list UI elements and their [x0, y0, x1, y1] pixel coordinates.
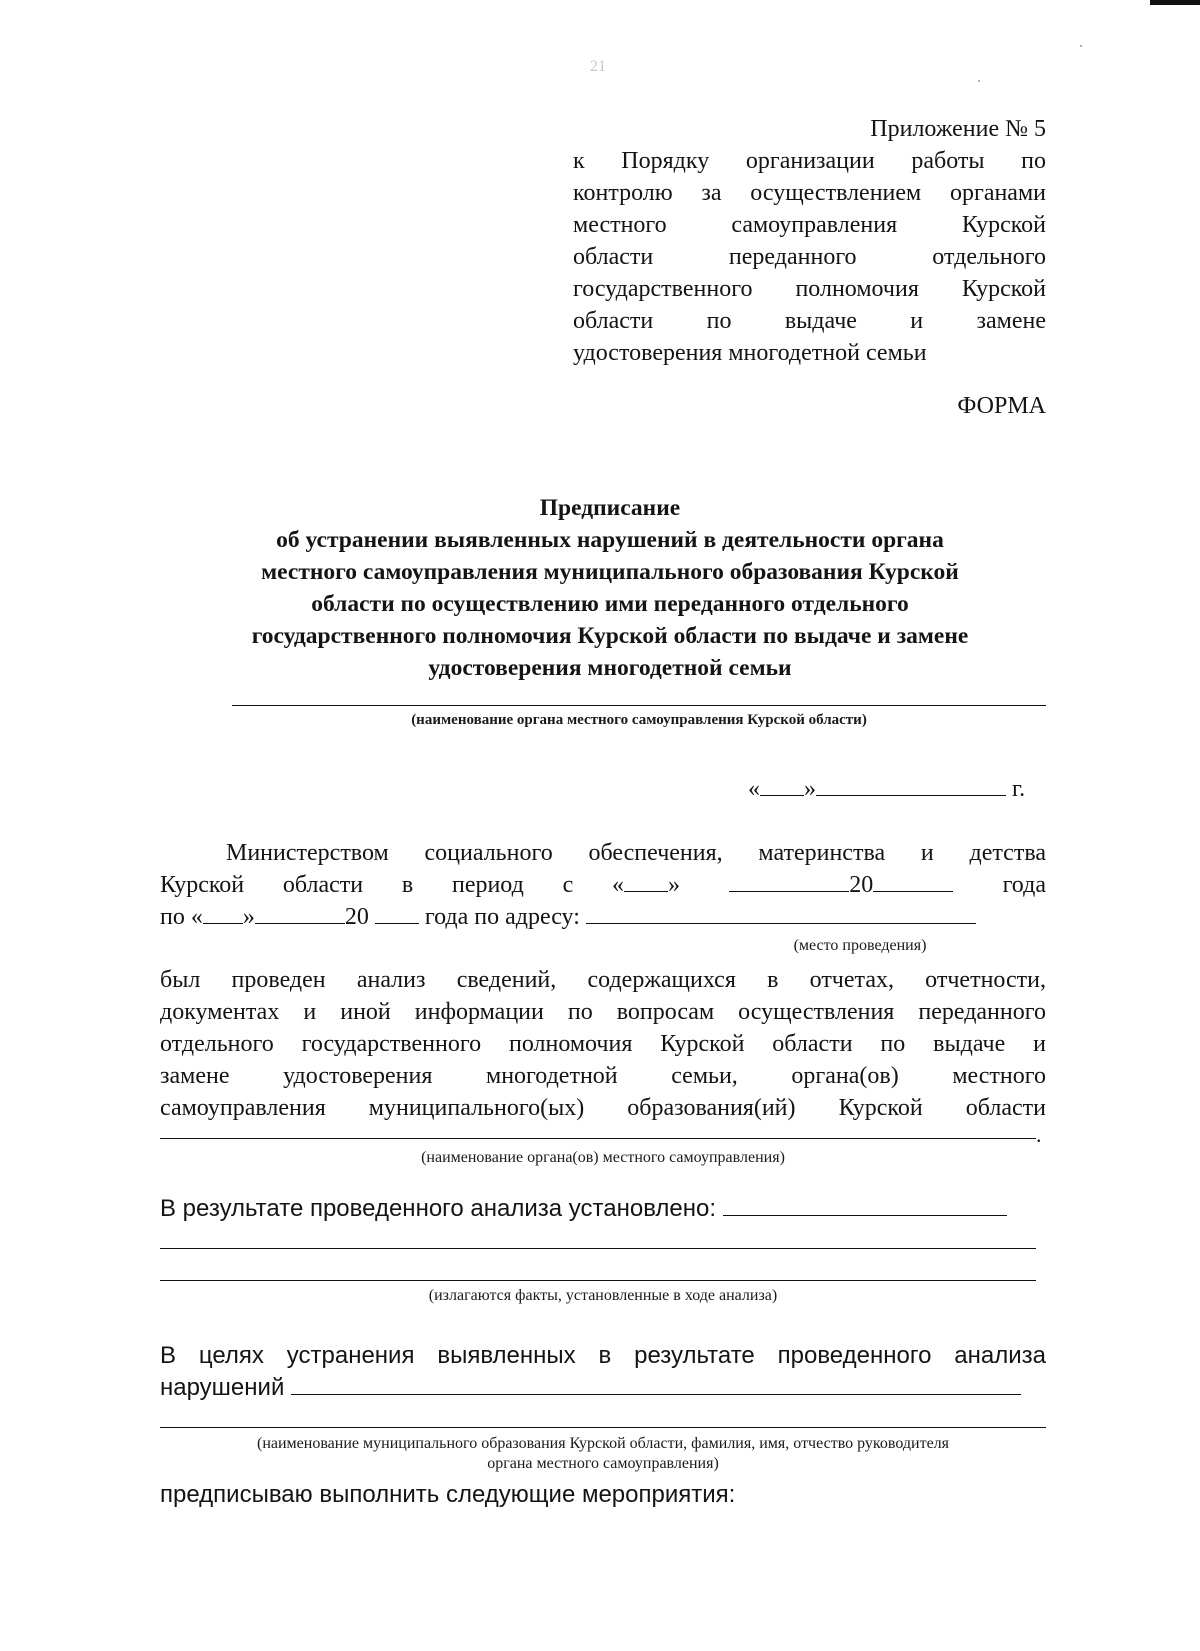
appendix-line: местного самоуправления Курской — [573, 212, 1046, 238]
title-line: удостоверения многодетной семьи — [428, 655, 792, 681]
elimination-line-1: В целях устранения выявленных в результате проведенного анализа — [160, 1342, 1046, 1369]
period-start-day-field[interactable] — [624, 869, 668, 892]
title-heading: Предписание — [539, 495, 681, 521]
period-end-day-field[interactable] — [203, 901, 243, 924]
period-start-month-field[interactable] — [729, 869, 849, 892]
intro-word: с — [562, 872, 574, 898]
analysis-line: самоуправления муниципального(ых) образования(ий) Курской области — [160, 1095, 1046, 1121]
intro-line-3 — [160, 901, 1046, 933]
appendix-line: контролю за осуществлением органами — [573, 180, 1046, 206]
intro-to-prefix: по « — [160, 904, 203, 930]
intro-period-label — [160, 869, 680, 901]
intro-year-prefix: 20 — [849, 872, 874, 898]
elimination-label: нарушений — [160, 1374, 285, 1401]
scan-edge-mark — [1150, 0, 1200, 5]
period-end-year-field[interactable] — [375, 901, 419, 924]
intro-word: в — [401, 872, 414, 898]
result-label: В результате проведенного анализа установлено: — [160, 1195, 717, 1222]
intro-word: « » — [612, 869, 680, 901]
analysis-paragraph — [160, 964, 1046, 1124]
date-open-quote: « — [748, 776, 760, 802]
appendix-line: государственного полномочия Курской — [573, 276, 1046, 302]
date-close-quote: » — [804, 776, 816, 802]
result-field-line-3[interactable] — [160, 1280, 1036, 1281]
intro-address-label: года по адресу: — [424, 904, 580, 930]
analysis-line: был проведен анализ сведений, содержащихся в отчетах, отчетности, — [160, 967, 1046, 993]
intro-year-group — [729, 869, 953, 901]
result-field[interactable] — [723, 1193, 1007, 1216]
caption-municipality — [160, 1434, 1046, 1474]
date-row — [748, 773, 1048, 803]
appendix-line: области по выдаче и замене — [573, 308, 1046, 334]
title-line: местного самоуправления муниципального образования Курской — [261, 559, 959, 585]
intro-to-year: 20 — [344, 904, 369, 930]
caption-place: (место проведения) — [793, 937, 927, 954]
scan-dot — [978, 80, 980, 82]
prescribe-label: предписываю выполнить следующие мероприятия: — [160, 1481, 736, 1508]
date-month-year-field[interactable] — [816, 773, 1006, 796]
analysis-line: документах и иной информации по вопросам осуществления переданного — [160, 999, 1046, 1025]
appendix-number: Приложение № 5 — [870, 116, 1046, 142]
caption-bodies: (наименование органа(ов) местного самоуправления) — [421, 1149, 785, 1166]
form-label: ФОРМА — [957, 393, 1046, 419]
period-start-year-field[interactable] — [873, 869, 953, 892]
intro-line-1: Министерством социального обеспечения, материнства и детства — [226, 840, 1046, 866]
appendix-line: области переданного отдельного — [573, 244, 1046, 270]
page-number: 21 — [590, 58, 606, 75]
analysis-line: отдельного государственного полномочия Курской области по выдаче и — [160, 1031, 1046, 1057]
title-line: об устранении выявленных нарушений в деятельности органа — [276, 527, 944, 553]
title-line: области по осуществлению ими переданного отдельного — [311, 591, 909, 617]
scan-dot — [1080, 45, 1082, 47]
analysis-end-dot: . — [1036, 1122, 1042, 1147]
intro-word: области — [282, 872, 364, 898]
elimination-line-2 — [160, 1372, 1046, 1404]
date-suffix: г. — [1012, 776, 1026, 802]
appendix-text — [573, 145, 1046, 369]
caption-body-name: (наименование органа местного самоуправления Курской области) — [411, 712, 867, 728]
title-line: государственного полномочия Курской области по выдаче и замене — [251, 623, 969, 649]
appendix-line: к Порядку организации работы по — [573, 148, 1046, 174]
result-row — [160, 1193, 1046, 1225]
caption-facts: (излагаются факты, установленные в ходе анализа) — [428, 1287, 778, 1304]
intro-year-word: года — [1002, 872, 1046, 898]
intro-word: Курской — [160, 872, 245, 898]
body-name-field[interactable] — [232, 705, 1046, 706]
municipality-field[interactable] — [160, 1427, 1046, 1428]
bodies-name-field[interactable] — [160, 1138, 1036, 1139]
analysis-line: замене удостоверения многодетной семьи, органа(ов) местного — [160, 1063, 1046, 1089]
caption-municipality-line: (наименование муниципального образования Курской области, фамилия, имя, отчество руководителя — [256, 1435, 950, 1452]
date-day-field[interactable] — [760, 773, 804, 796]
document-title — [170, 492, 1050, 684]
intro-word: период — [451, 872, 524, 898]
appendix-line: удостоверения многодетной семьи — [573, 340, 927, 366]
period-end-month-field[interactable] — [255, 901, 345, 924]
result-field-line-2[interactable] — [160, 1248, 1036, 1249]
intro-line-2 — [160, 869, 1046, 901]
violations-field[interactable] — [291, 1372, 1021, 1395]
caption-municipality-line: органа местного самоуправления) — [487, 1455, 719, 1472]
address-field[interactable] — [586, 901, 976, 924]
intro-to-mid: » — [242, 904, 255, 930]
